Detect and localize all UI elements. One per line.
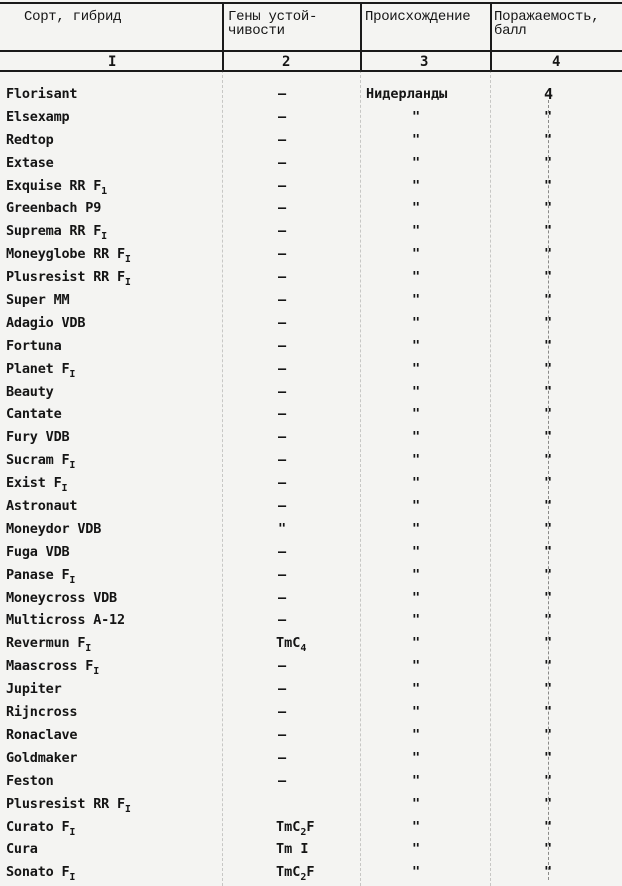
resistance-genes: – xyxy=(278,726,287,743)
header-resistance-genes: Гены устой- чивости xyxy=(228,9,318,39)
susceptibility-score: " xyxy=(544,635,553,652)
susceptibility-score: 4 xyxy=(544,85,554,103)
origin: " xyxy=(412,108,421,125)
table-row xyxy=(0,519,622,542)
variety-name: Fury VDB xyxy=(6,429,70,446)
resistance-genes: – xyxy=(278,223,287,240)
resistance-genes: Tm I xyxy=(276,841,309,858)
table-row xyxy=(0,588,622,611)
susceptibility-score: " xyxy=(544,841,553,858)
resistance-genes: – xyxy=(278,772,287,789)
resistance-genes: – xyxy=(278,406,287,423)
table-row xyxy=(0,359,622,382)
susceptibility-score: " xyxy=(544,429,553,446)
variety-name: Maascross $F_I$ xyxy=(6,658,100,678)
variety-name: Revermun $F_I$ xyxy=(6,635,92,655)
resistance-genes: – xyxy=(278,177,287,194)
variety-name: Exquise RR $F_1$ xyxy=(6,177,107,197)
susceptibility-score: " xyxy=(544,383,553,400)
origin: " xyxy=(412,383,421,400)
variety-name: Fortuna xyxy=(6,337,62,354)
susceptibility-score: " xyxy=(544,658,553,675)
origin: " xyxy=(412,223,421,240)
origin: " xyxy=(412,635,421,652)
origin: " xyxy=(412,314,421,331)
table-row xyxy=(0,679,622,702)
origin: " xyxy=(412,658,421,675)
susceptibility-score: " xyxy=(544,200,553,217)
resistance-genes: – xyxy=(278,429,287,446)
variety-name: Super MM xyxy=(6,292,70,309)
table-row xyxy=(0,702,622,725)
susceptibility-score: " xyxy=(544,726,553,743)
susceptibility-score: " xyxy=(544,246,553,263)
origin: " xyxy=(412,841,421,858)
susceptibility-score: " xyxy=(544,314,553,331)
susceptibility-score: " xyxy=(544,337,553,354)
susceptibility-score: " xyxy=(544,177,553,194)
origin: " xyxy=(412,154,421,171)
susceptibility-score: " xyxy=(544,292,553,309)
header-variety: Сорт, гибрид xyxy=(24,9,122,25)
resistance-genes: – xyxy=(278,658,287,675)
susceptibility-score: " xyxy=(544,498,553,515)
origin: " xyxy=(412,429,421,446)
variety-name: Moneycross VDB xyxy=(6,589,117,606)
resistance-genes: – xyxy=(278,269,287,286)
column-number-4: 4 xyxy=(552,54,561,70)
origin: " xyxy=(412,772,421,789)
table-body xyxy=(0,84,622,885)
resistance-genes: – xyxy=(278,475,287,492)
variety-name: Plusresist RR $F_I$ xyxy=(6,795,131,815)
susceptibility-score: " xyxy=(544,818,553,835)
header-col-divider-3 xyxy=(490,2,492,70)
susceptibility-score: " xyxy=(544,864,553,881)
resistance-genes: – xyxy=(278,292,287,309)
variety-name: Ronaclave xyxy=(6,726,78,743)
susceptibility-score: " xyxy=(544,475,553,492)
origin: " xyxy=(412,452,421,469)
table-row xyxy=(0,382,622,405)
origin: " xyxy=(412,749,421,766)
variety-name: Goldmaker xyxy=(6,749,78,766)
resistance-genes: TmC$_4$ xyxy=(276,635,307,655)
variety-name: Moneyglobe RR $F_I$ xyxy=(6,246,131,266)
table-row xyxy=(0,794,622,817)
variety-name: Cura xyxy=(6,841,38,858)
resistance-genes: – xyxy=(278,681,287,698)
variety-name: Multicross A-12 xyxy=(6,612,125,629)
variety-name: Exist $F_I$ xyxy=(6,475,68,495)
origin: " xyxy=(412,543,421,560)
header-top-rule xyxy=(0,2,622,4)
variety-name: Cantate xyxy=(6,406,62,423)
header-bottom-rule xyxy=(0,70,622,72)
origin: " xyxy=(412,177,421,194)
variety-name: Planet $F_I$ xyxy=(6,360,76,380)
resistance-genes: – xyxy=(278,108,287,125)
susceptibility-score: " xyxy=(544,704,553,721)
variety-name: Panase $F_I$ xyxy=(6,566,76,586)
variety-name: Redtop xyxy=(6,131,54,148)
resistance-genes: – xyxy=(278,246,287,263)
susceptibility-score: " xyxy=(544,612,553,629)
susceptibility-score: " xyxy=(544,223,553,240)
origin: " xyxy=(412,200,421,217)
resistance-genes: – xyxy=(278,314,287,331)
origin: " xyxy=(412,498,421,515)
table-row xyxy=(0,404,622,427)
susceptibility-score: " xyxy=(544,543,553,560)
table-row xyxy=(0,130,622,153)
resistance-genes: – xyxy=(278,360,287,377)
origin: " xyxy=(412,818,421,835)
origin: " xyxy=(412,864,421,881)
variety-name: Jupiter xyxy=(6,681,62,698)
table-row xyxy=(0,862,622,885)
table-row xyxy=(0,427,622,450)
table-row xyxy=(0,656,622,679)
susceptibility-score: " xyxy=(544,154,553,171)
header-origin: Происхождение xyxy=(365,9,471,25)
table-row xyxy=(0,198,622,221)
variety-name: Extase xyxy=(6,154,54,171)
origin: " xyxy=(412,475,421,492)
column-number-1: I xyxy=(108,54,117,70)
susceptibility-score: " xyxy=(544,772,553,789)
table-row xyxy=(0,153,622,176)
variety-name: Curato $F_I$ xyxy=(6,818,76,838)
header-mid-rule xyxy=(0,50,622,52)
table-row xyxy=(0,610,622,633)
variety-name: Greenbach P9 xyxy=(6,200,102,217)
susceptibility-score: " xyxy=(544,406,553,423)
resistance-genes: – xyxy=(278,704,287,721)
susceptibility-score: " xyxy=(544,589,553,606)
susceptibility-score: " xyxy=(544,566,553,583)
susceptibility-score: " xyxy=(544,269,553,286)
resistance-genes: " xyxy=(278,520,287,537)
variety-name: Adagio VDB xyxy=(6,314,86,331)
table-row xyxy=(0,336,622,359)
origin: Нидерланды xyxy=(366,86,448,102)
resistance-genes: – xyxy=(278,543,287,560)
variety-name: Florisant xyxy=(6,86,78,102)
origin: " xyxy=(412,726,421,743)
resistance-genes: – xyxy=(278,589,287,606)
resistance-genes: – xyxy=(278,86,287,102)
origin: " xyxy=(412,131,421,148)
susceptibility-score: " xyxy=(544,360,553,377)
table-row xyxy=(0,633,622,656)
origin: " xyxy=(412,566,421,583)
table-row xyxy=(0,496,622,519)
variety-name: Fuga VDB xyxy=(6,543,70,560)
origin: " xyxy=(412,292,421,309)
table-row xyxy=(0,107,622,130)
susceptibility-score: " xyxy=(544,131,553,148)
header-susceptibility: Поражаемость, балл xyxy=(494,9,600,39)
table-row xyxy=(0,450,622,473)
table-row xyxy=(0,748,622,771)
variety-name: Suprema RR $F_I$ xyxy=(6,223,107,243)
variety-name: Rijncross xyxy=(6,704,78,721)
table-row xyxy=(0,267,622,290)
origin: " xyxy=(412,704,421,721)
resistance-genes: – xyxy=(278,383,287,400)
susceptibility-score: " xyxy=(544,795,553,812)
origin: " xyxy=(412,406,421,423)
resistance-genes: – xyxy=(278,337,287,354)
table-row xyxy=(0,244,622,267)
resistance-genes: – xyxy=(278,154,287,171)
column-number-2: 2 xyxy=(282,54,291,70)
column-number-3: 3 xyxy=(420,54,429,70)
table-row xyxy=(0,542,622,565)
resistance-genes: – xyxy=(278,131,287,148)
variety-name: Sucram $F_I$ xyxy=(6,452,76,472)
resistance-genes: – xyxy=(278,498,287,515)
table-row xyxy=(0,473,622,496)
resistance-genes: – xyxy=(278,612,287,629)
variety-name: Plusresist RR $F_I$ xyxy=(6,269,131,289)
table-row xyxy=(0,290,622,313)
resistance-genes: – xyxy=(278,200,287,217)
table-row xyxy=(0,176,622,199)
header-col-divider-1 xyxy=(222,2,224,70)
variety-name: Moneydor VDB xyxy=(6,520,102,537)
susceptibility-score: " xyxy=(544,749,553,766)
origin: " xyxy=(412,795,421,812)
origin: " xyxy=(412,612,421,629)
susceptibility-score: " xyxy=(544,681,553,698)
table-row xyxy=(0,839,622,862)
origin: " xyxy=(412,589,421,606)
resistance-genes: TmC$_2$F xyxy=(276,818,315,838)
resistance-genes: – xyxy=(278,749,287,766)
variety-name: Beauty xyxy=(6,383,54,400)
variety-name: Feston xyxy=(6,772,54,789)
variety-name: Elsexamp xyxy=(6,108,70,125)
origin: " xyxy=(412,269,421,286)
origin: " xyxy=(412,681,421,698)
variety-name: Sonato $F_I$ xyxy=(6,864,76,884)
table-row xyxy=(0,565,622,588)
origin: " xyxy=(412,360,421,377)
table-row xyxy=(0,84,622,107)
origin: " xyxy=(412,246,421,263)
susceptibility-score: " xyxy=(544,452,553,469)
resistance-genes: – xyxy=(278,566,287,583)
origin: " xyxy=(412,520,421,537)
table-row xyxy=(0,313,622,336)
susceptibility-score: " xyxy=(544,520,553,537)
susceptibility-score: " xyxy=(544,108,553,125)
resistance-genes: TmC$_2$F xyxy=(276,864,315,884)
table-row xyxy=(0,725,622,748)
table-row xyxy=(0,771,622,794)
table-row xyxy=(0,817,622,840)
resistance-genes: – xyxy=(278,452,287,469)
table-row xyxy=(0,221,622,244)
header-col-divider-2 xyxy=(360,2,362,70)
variety-name: Astronaut xyxy=(6,498,78,515)
origin: " xyxy=(412,337,421,354)
